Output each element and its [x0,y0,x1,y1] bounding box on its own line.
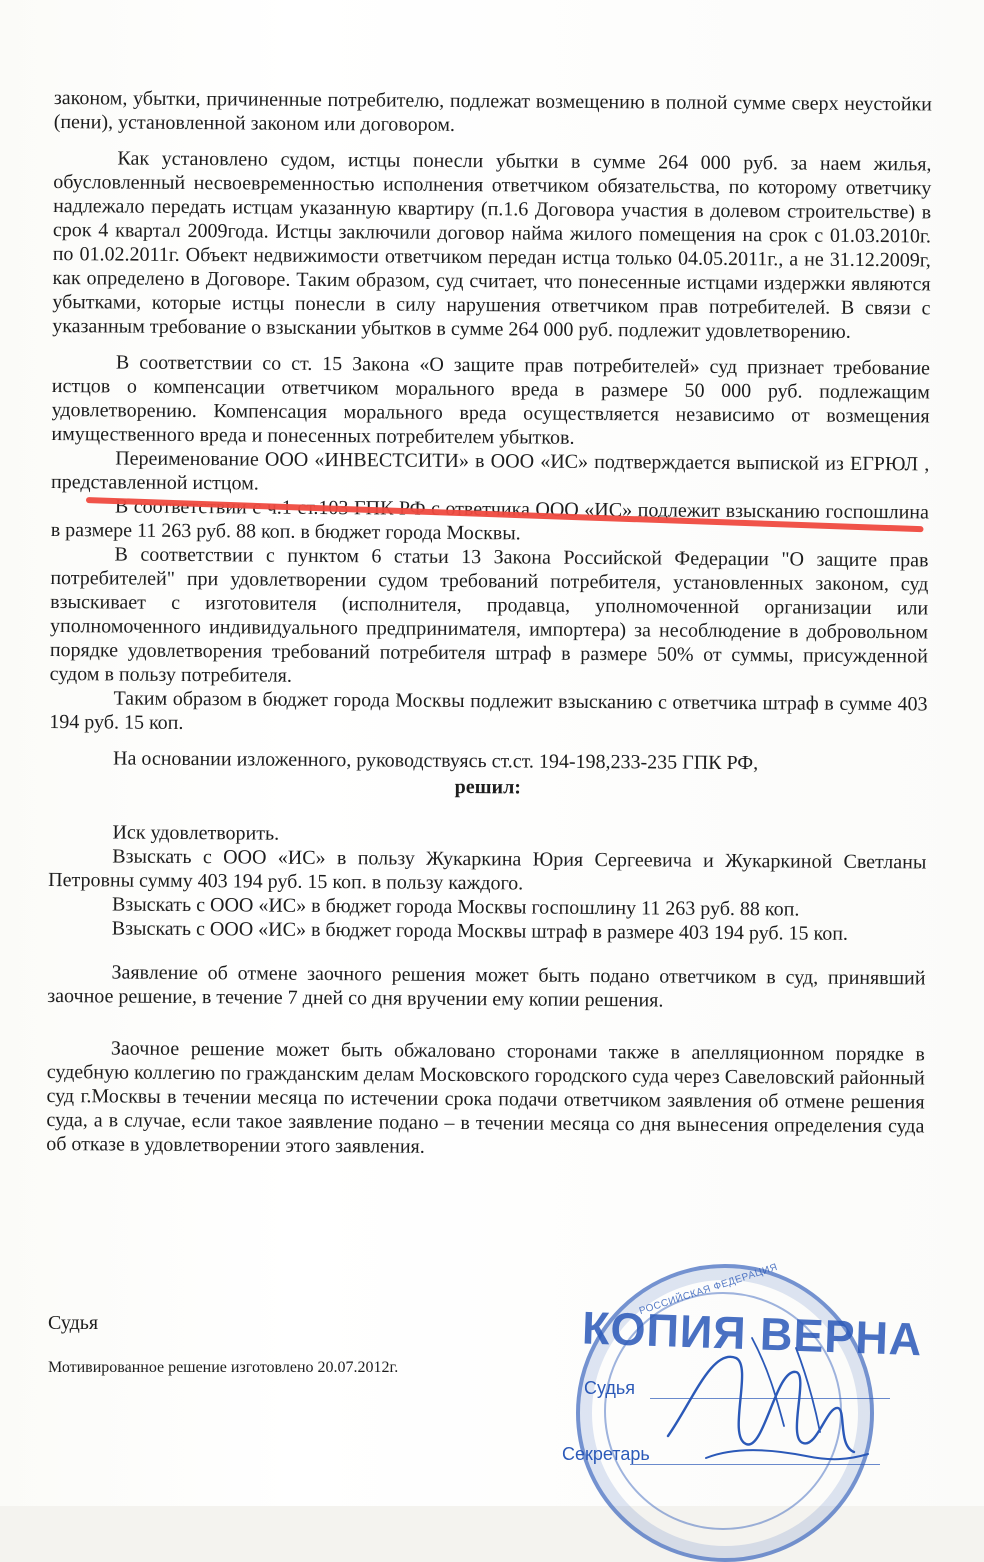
decision-recover-each: Взыскать с ООО «ИС» в пользу Жукаркина Юрия Сергеевича и Жукаркиной Светланы Петровны сумму 403 194 руб. 15 коп. в пользу каждого. [48,845,927,895]
decision-cancel-application: Заявление об отмене заочного решения может быть подано ответчиком в суд, принявший заочное решение, в течение 7 дней со дня вручении ему копии решения. [47,961,926,1012]
document-page [46,86,932,1162]
signature-svg [658,1314,878,1494]
paragraph-moral-damage: В соответствии со ст. 15 Закона «О защите прав потребителей» суд признает требование истцов о компенсации ответчиком морального вреда в размере 50 000 руб. подлежащим удовлетворению. Компенсация морального вреда осуществляется независимо от возмещения имущественного вреда и понесенных потребителем убытков. [51,351,931,449]
court-stamp [546,1256,966,1506]
paragraph-basis: На основании изложенного, руководствуясь ст.ст. 194-198,233-235 ГПК РФ, [112,747,759,775]
stamp-judge-label: Судья [584,1378,636,1398]
motivated-decision-date: Мотивированное решение изготовлено 20.07.2012г. [48,1359,399,1376]
decision-recover-fee: Взыскать с ООО «ИС» в бюджет города Москвы госпошлину 11 263 руб. 88 коп. [111,893,800,921]
paragraph-continuation: законом, убытки, причиненные потребителю, подлежат возмещению в полной сумме сверх неустойки (пени), установленной законом или договором. [53,86,932,136]
stamp-secretary-label: Секретарь [562,1444,650,1464]
paragraph-state-fee: В соответствии с ч.1 ст.103 ГПК РФ с ответчика ООО «ИС» подлежит взысканию госпошлина в размере 11 263 руб. 88 коп. в бюджет города Москвы. [50,495,929,545]
decision-appeal: Заочное решение может быть обжаловано сторонами также в апелляционном порядке в судебную коллегию по гражданским делам Московского городского суда через Савеловский районный суд г.Москвы в течении месяца по истечении срока подачи ответчиком заявления об отмене решения суда, а в случае, если такое заявление подано – в течении месяца со дня вынесения определения суда об отказе в удовлетворении этого заявления. [46,1037,926,1158]
decision-heading: решил: [454,775,522,799]
footer [48,1312,398,1377]
paragraph-renaming: Переименование ООО «ИНВЕСТСИТИ» в ООО «ИС» подтверждается выпиской из ЕГРЮЛ , представленной истцом. [51,447,930,495]
paragraph-fine-amount: Таким образом в бюджет города Москвы подлежит взысканию с ответчика штраф в сумме 403 194 руб. 15 коп. [49,687,928,734]
paragraph-consumer-fine-law: В соответствии с пунктом 6 статьи 13 Закона Российской Федерации "О защите прав потребителей" при удовлетворении судом требований потребителя, установленных законом, суд взыскивает с изготовителя (исполнителя, продавца, уполномоченной организации или уполномоченного индивидуального предпринимателя, импортера) за несоблюдение в добровольном порядке удовлетворения требований потребителя штраф в размере 50% от суммы, присужденной судом в пользу потребителя. [49,543,929,687]
handwritten-signature-icon [658,1314,878,1494]
stamp-copy-correct-text: КОПИЯ ВЕРНА [581,1301,924,1366]
judge-label: Судья [48,1312,99,1334]
stamp-top-text: РОССИЙСКАЯ ФЕДЕРАЦИЯ [637,1261,780,1318]
decision-recover-fine: Взыскать с ООО «ИС» в бюджет города Москвы штраф в размере 403 194 руб. 15 коп. [111,917,849,945]
decision-grant-claim: Иск удовлетворить. [112,821,280,845]
paragraph-losses: Как установлено судом, истцы понесли убытки в сумме 264 000 руб. за наем жилья, обусловленный несвоевременностью исполнения ответчиком обязательства, по которому ответчику надлежало передать истцам указанную квартиру (п.1.6 Договора участия в долевом строительстве) в срок 4 квартал 2009года. Истцы заключили договор найма жилого помещения на срок с 01.03.2010г. по 01.02.2011г. Объект недвижимости ответчиком передан истца только 04.05.2011г., а не 31.12.2009г, как определено в Договоре. Таким образом, суд считает, что понесенные истцами издержки являются убытками, которые истцы понесли в силу нарушения ответчиком прав потребителей. В связи с указанным требование о взыскании убытков в сумме 264 000 руб. подлежит удовлетворению. [52,147,932,343]
